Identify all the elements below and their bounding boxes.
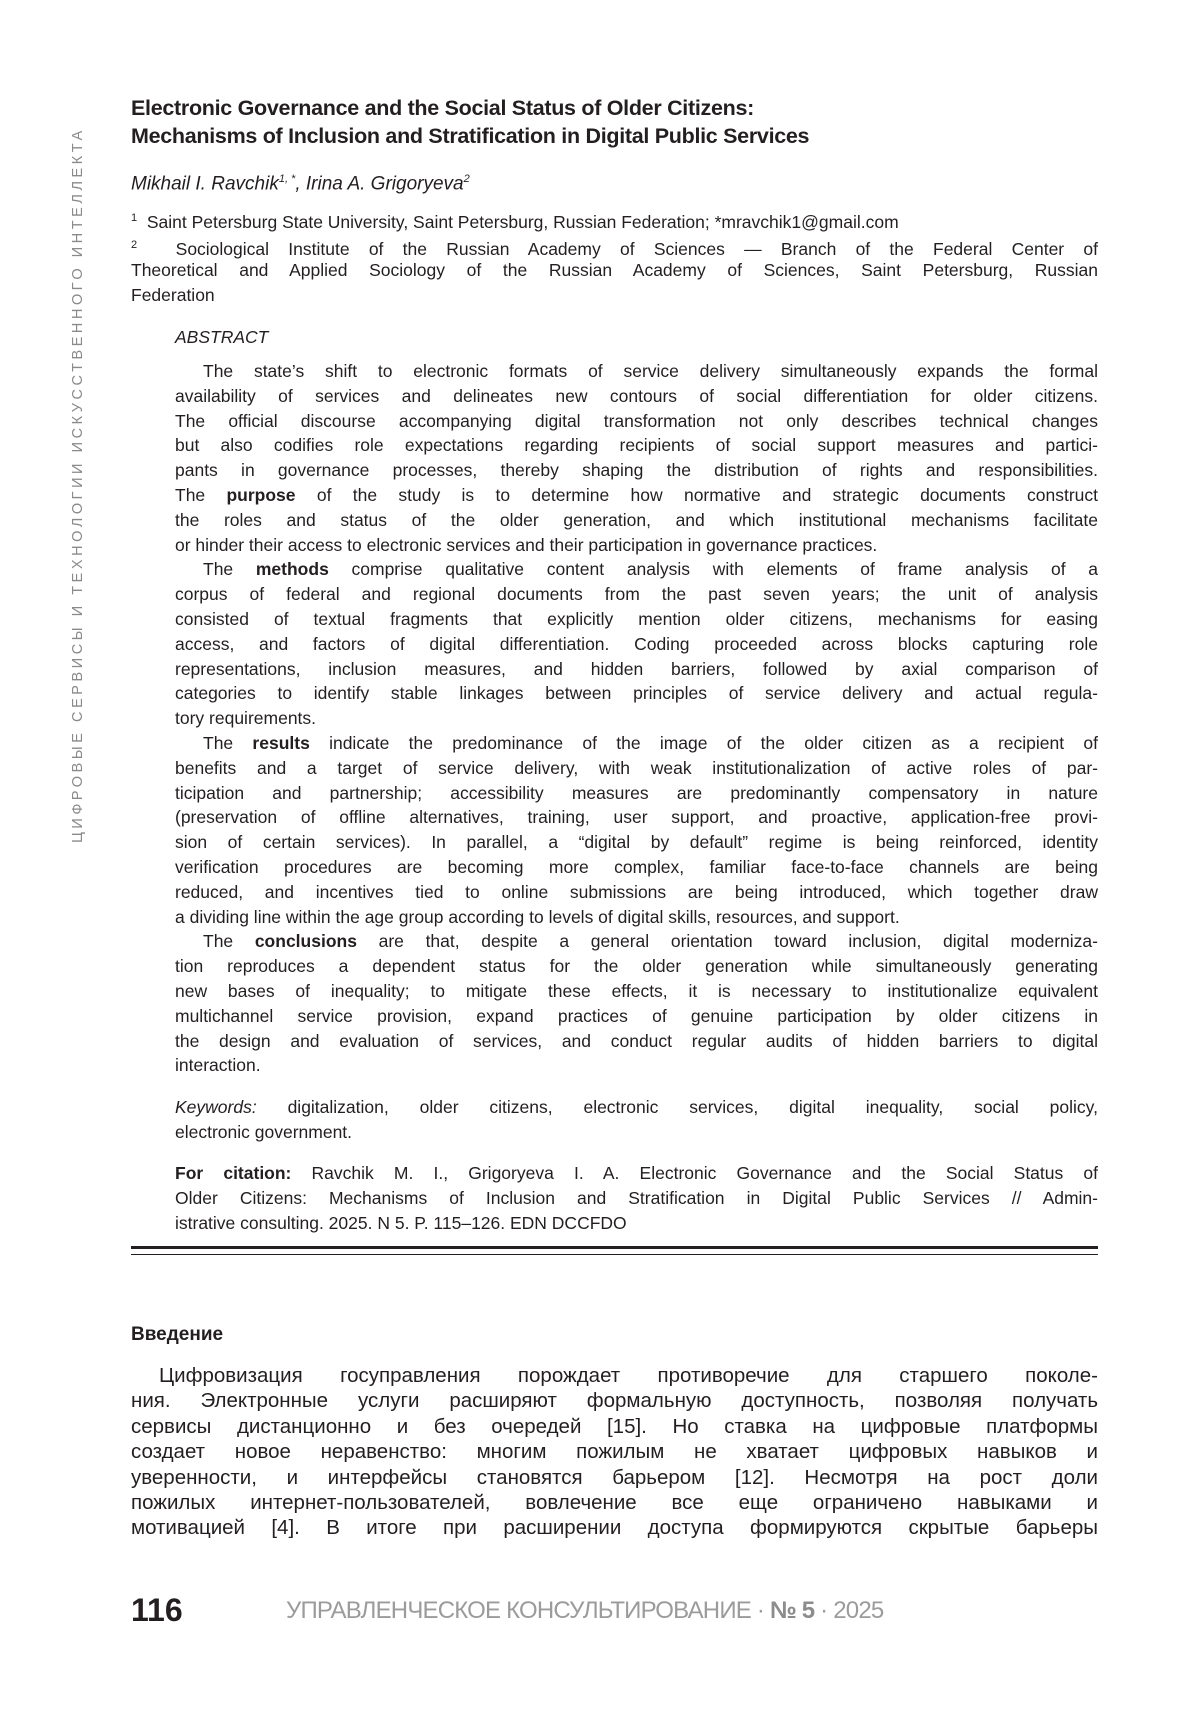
separator: ·: [751, 1597, 770, 1624]
abstract-line: the roles and status of the older generation, and which institutional mechanisms facilitate: [175, 508, 1098, 533]
abstract-line: [175, 557, 1098, 582]
abstract-line: [175, 483, 1098, 508]
page-number: 116: [131, 1592, 183, 1629]
abstract-line: tory requirements.: [175, 706, 1098, 731]
abstract-keyword: purpose: [226, 485, 295, 505]
citation: [175, 1161, 1098, 1235]
title-line: Mechanisms of Inclusion and Stratification in Digital Public Services: [131, 122, 809, 150]
aff-line: Theoretical and Applied Sociology of the Russian Academy of Sciences, Saint Petersburg, Russian: [131, 258, 1098, 283]
abstract-line: tion reproduces a dependent status for the older generation while simultaneously generating: [175, 954, 1098, 979]
abstract-label: ABSTRACT: [175, 327, 268, 348]
issue-number: № 5: [770, 1597, 814, 1624]
keywords-line: [175, 1095, 1098, 1120]
body-line: уверенности, и интерфейсы становятся барьером [12]. Несмотря на рост доли: [131, 1465, 1098, 1490]
abstract-text: The: [203, 931, 255, 951]
aff-text: Saint Petersburg State University, Saint Petersburg, Russian Federation; *mravchik1@gmail.com: [147, 212, 899, 232]
title-line: Electronic Governance and the Social Status of Older Citizens:: [131, 94, 809, 122]
journal-footer: [286, 1597, 883, 1625]
abstract-line: ticipation and partnership; accessibility measures are predominantly compensatory in nature: [175, 781, 1098, 806]
abstract: [175, 359, 1098, 1078]
abstract-line: corpus of federal and regional documents from the past seven years; the unit of analysis: [175, 582, 1098, 607]
abstract-line: new bases of inequality; to mitigate these effects, it is necessary to institutionalize equivalent: [175, 979, 1098, 1004]
author-sup: 2: [464, 173, 470, 185]
citation-label: For citation:: [175, 1163, 291, 1183]
body-line: Цифровизация госуправления порождает противоречие для старшего поколе-: [131, 1363, 1098, 1388]
keywords: [175, 1095, 1098, 1145]
abstract-line: The state’s shift to electronic formats of service delivery simultaneously expands the formal: [175, 359, 1098, 384]
abstract-text: The: [175, 485, 226, 505]
abstract-line: sion of certain services). In parallel, a “digital by default” regime is being reinforced, identity: [175, 830, 1098, 855]
citation-line: istrative consulting. 2025. N 5. P. 115–126. EDN DCCFDO: [175, 1211, 1098, 1236]
abstract-line: categories to identify stable linkages between principles of service delivery and actual regula-: [175, 681, 1098, 706]
citation-text: Ravchik M. I., Grigoryeva I. A. Electronic Governance and the Social Status of: [291, 1163, 1098, 1183]
abstract-line: multichannel service provision, expand practices of genuine participation by older citizens in: [175, 1004, 1098, 1029]
year: 2025: [833, 1597, 883, 1624]
body-line: мотивацией [4]. В итоге при расширении доступа формируются скрытые барьеры: [131, 1515, 1098, 1540]
abstract-line: the design and evaluation of services, and conduct regular audits of hidden barriers to digital: [175, 1029, 1098, 1054]
abstract-keyword: results: [252, 733, 309, 753]
abstract-line: but also codifies role expectations regarding recipients of social support measures and partici-: [175, 433, 1098, 458]
abstract-line: or hinder their access to electronic services and their participation in governance practices.: [175, 533, 1098, 558]
abstract-line: pants in governance processes, thereby shaping the distribution of rights and responsibilities.: [175, 458, 1098, 483]
abstract-line: verification procedures are becoming more complex, familiar face-to-face channels are being: [175, 855, 1098, 880]
aff-sup: 2: [131, 239, 137, 251]
abstract-line: [175, 929, 1098, 954]
abstract-line: access, and factors of digital differentiation. Coding proceeded across blocks capturing role: [175, 632, 1098, 657]
citation-line: [175, 1161, 1098, 1186]
abstract-text: The: [203, 559, 256, 579]
author-sep: ,: [295, 173, 306, 194]
aff-line: Federation: [131, 283, 1098, 308]
intro-body: [131, 1363, 1098, 1541]
body-line: создает новое неравенство: многим пожилым не хватает цифровых навыков и: [131, 1439, 1098, 1464]
journal-name: УПРАВЛЕНЧЕСКОЕ КОНСУЛЬТИРОВАНИЕ: [286, 1597, 751, 1624]
abstract-keyword: methods: [256, 559, 329, 579]
citation-line: Older Citizens: Mechanisms of Inclusion and Stratification in Digital Public Services // Admin-: [175, 1186, 1098, 1211]
body-line: пожилых интернет-пользователей, вовлечение все еще ограничено навыками и: [131, 1490, 1098, 1515]
aff-sup: 1: [131, 212, 137, 224]
abstract-text: The: [203, 733, 252, 753]
abstract-text: indicate the predominance of the image of the older citizen as a recipient of: [310, 733, 1098, 753]
section-heading: Введение: [131, 1324, 223, 1346]
keywords-text: digitalization, older citizens, electronic services, digital inequality, social policy,: [257, 1097, 1098, 1117]
author-name: Mikhail I. Ravchik: [131, 173, 279, 194]
abstract-line: availability of services and delineates new contours of social differentiation for older citizens.: [175, 384, 1098, 409]
body-line: сервисы дистанционно и без очередей [15]. Но ставка на цифровые платформы: [131, 1414, 1098, 1439]
abstract-line: The official discourse accompanying digital transformation not only describes technical changes: [175, 409, 1098, 434]
keywords-label: Keywords:: [175, 1097, 257, 1117]
keywords-line: electronic government.: [175, 1120, 1098, 1145]
abstract-line: (preservation of offline alternatives, training, user support, and proactive, application-free provi-: [175, 805, 1098, 830]
abstract-line: interaction.: [175, 1053, 1098, 1078]
divider-thick: [131, 1246, 1098, 1249]
abstract-text: comprise qualitative content analysis with elements of frame analysis of a: [329, 559, 1098, 579]
body-line: ния. Электронные услуги расширяют формальную доступность, позволяя получать: [131, 1388, 1098, 1413]
abstract-text: are that, despite a general orientation toward inclusion, digital moderniza-: [357, 931, 1098, 951]
abstract-text: of the study is to determine how normative and strategic documents construct: [296, 485, 1098, 505]
author-sup: 1, *: [279, 173, 296, 185]
abstract-line: consisted of textual fragments that explicitly mention older citizens, mechanisms for easing: [175, 607, 1098, 632]
abstract-line: reduced, and incentives tied to online submissions are being introduced, which together draw: [175, 880, 1098, 905]
abstract-line: representations, inclusion measures, and hidden barriers, followed by axial comparison of: [175, 657, 1098, 682]
running-head-text: ЦИФРОВЫЕ СЕРВИСЫ И ТЕХНОЛОГИИ ИСКУССТВЕННОГО ИНТЕЛЛЕКТА: [70, 127, 86, 843]
abstract-line: a dividing line within the age group according to levels of digital skills, resources, and support.: [175, 905, 1098, 930]
aff-text: Sociological Institute of the Russian Academy of Sciences — Branch of the Federal Center of: [176, 239, 1098, 259]
divider-thin: [131, 1254, 1098, 1255]
separator: ·: [814, 1597, 833, 1624]
abstract-line: benefits and a target of service delivery, with weak institutionalization of active roles of par-: [175, 756, 1098, 781]
affiliation-2: [131, 233, 1098, 307]
author-name: Irina A. Grigoryeva: [306, 173, 464, 194]
affiliation-1: [131, 206, 1098, 234]
abstract-line: [175, 731, 1098, 756]
article-title: [131, 94, 809, 150]
abstract-keyword: conclusions: [255, 931, 357, 951]
authors: [131, 173, 470, 195]
aff-line: [131, 233, 1098, 258]
